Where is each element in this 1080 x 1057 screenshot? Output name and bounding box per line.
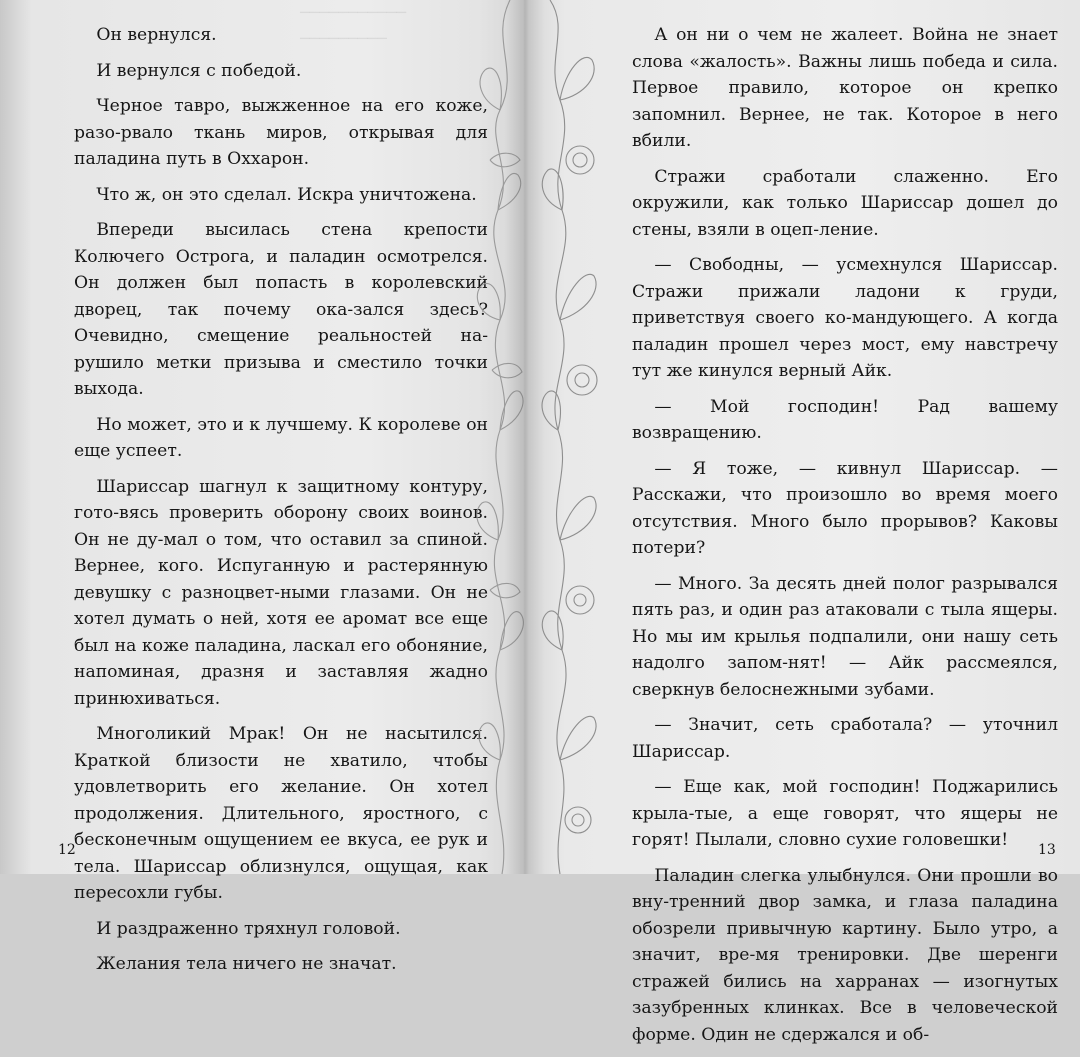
paragraph: Многоликий Мрак! Он не насытился. Краткой близости не хватило, чтобы удовлетворить его желание. Он хотел продолжения. Длительного, яростного, с бесконечным ощущением ее вкуса, ее рук и тела. Шариссар облизнулся, ощущая, как пересохли губы. bbox=[74, 724, 488, 903]
left-page bbox=[0, 0, 520, 974]
paragraph: И вернулся с победой. bbox=[96, 60, 302, 81]
floral-ornament-right bbox=[540, 0, 605, 874]
paragraph: — Много. За десять дней полог разрывался пять раз, и один раз атаковали с тыла ящеры. Но мы им крылья подпалили, они нашу сеть надолго запом-нят! — Айк рассмеялся, сверкнув белоснежными зубами. bbox=[632, 573, 1058, 700]
paragraph: — Значит, сеть сработала? — уточнил Шариссар. bbox=[632, 715, 1058, 762]
paragraph: Стражи сработали слаженно. Его окружили, как только Шариссар дошел до стены, взяли в оцеп-ление. bbox=[632, 166, 1058, 240]
paragraph: Но может, это и к лучшему. К королеве он еще успеет. bbox=[74, 414, 488, 461]
left-page-text bbox=[74, 22, 488, 987]
paragraph: Что ж, он это сделал. Искра уничтожена. bbox=[96, 184, 477, 205]
paragraph: Паладин слегка улыбнулся. Они прошли во вну-тренний двор замка, и глаза паладина обозрели привычную картину. Было утро, а значит, вре-мя тренировки. Две шеренги стражей бились на харранах — изогнутых зазубренных клинках. Все в человеческой форме. Один не сдержался и об- bbox=[632, 865, 1058, 1045]
paragraph: — Еще как, мой господин! Поджарились крыла-тые, а еще говорят, что ящеры не горят! Пылали, словно сухие головешки! bbox=[632, 777, 1058, 850]
paragraph: А он ни о чем не жалеет. Война не знает слова «жалость». Важны лишь победа и сила. Первое правило, которое он крепко запомнил. Вернее, не так. Которое в него вбили. bbox=[632, 25, 1058, 151]
paragraph: Черное тавро, выжженное на его коже, разо-рвало ткань миров, открывая для паладина путь в Оххарон. bbox=[74, 96, 488, 169]
paragraph: — Свободны, — усмехнулся Шариссар. Стражи прижали ладони к груди, приветствуя своего ко-мандующего. А когда паладин прошел через мост, ему навстречу тут же кинулся верный Айк. bbox=[632, 255, 1058, 381]
right-page-text bbox=[632, 22, 1058, 1057]
paragraph: Он вернулся. bbox=[96, 25, 217, 45]
paragraph: Впереди высилась стена крепости Колючего Острога, и паладин осмотрелся. Он должен был попасть в королевский дворец, так почему ока-зался здесь? Очевидно, смещение реальностей на-рушило метки призыва и сместило точки выхода. bbox=[74, 220, 488, 399]
paragraph: — Мой господин! Рад вашему возвращению. bbox=[632, 396, 1058, 443]
paragraph: Желания тела ничего не значат. bbox=[96, 954, 397, 974]
page-number-left: 12 bbox=[58, 842, 76, 858]
page-number-right: 13 bbox=[1038, 842, 1056, 858]
paragraph: — Я тоже, — кивнул Шариссар. — Расскажи, что произошло во время моего отсутствия. Много было прорывов? Каковы потери? bbox=[632, 458, 1058, 558]
floral-ornament-left bbox=[470, 0, 530, 874]
paragraph: И раздраженно тряхнул головой. bbox=[96, 918, 401, 939]
show-through-text: ─────────── ───────── bbox=[300, 3, 406, 48]
paragraph: Шариссар шагнул к защитному контуру, гото-вясь проверить оборону своих воинов. Он не ду-мал о том, что оставил за спиной. Вернее, кого. Испуганную и растерянную девушку с разноцвет-ными глазами. Он не хотел думать о ней, хотя ее аромат все еще был на коже паладина, ласкал его обоняние, напоминая, дразня и заставляя жадно принюхиваться. bbox=[74, 476, 488, 709]
